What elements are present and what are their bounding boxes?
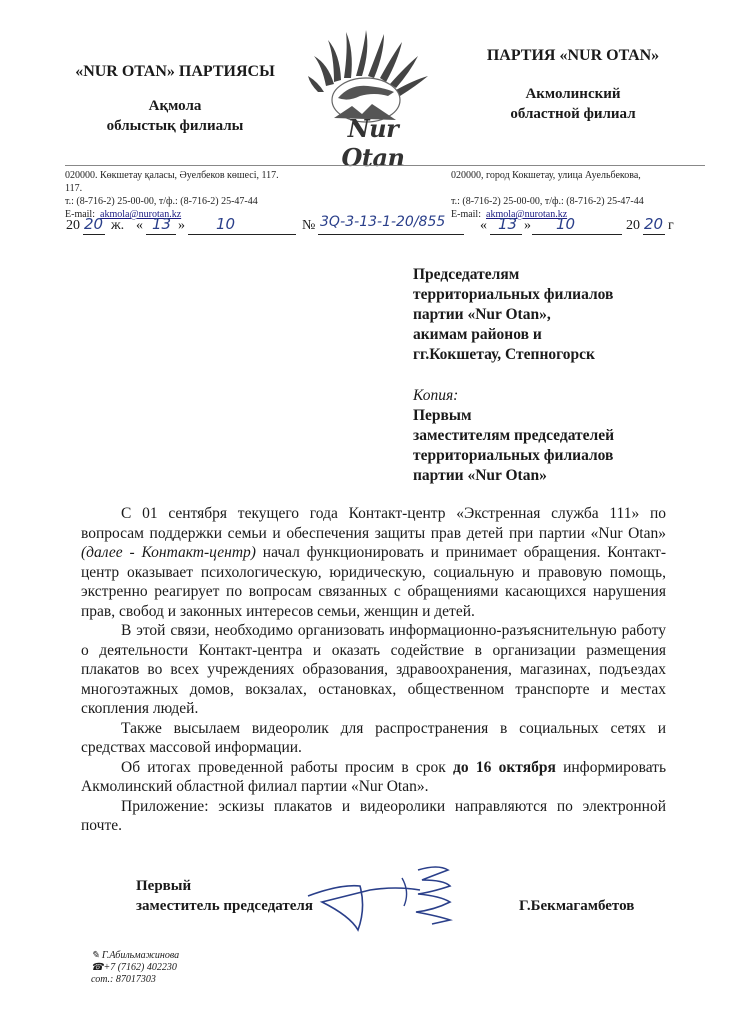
copy-line: Первым: [413, 407, 472, 424]
executor-mobile: сот.: 87017303: [91, 974, 156, 985]
reg-number-label: №: [302, 218, 316, 233]
reg-right-day: 13: [498, 215, 518, 233]
reg-right-year-prefix: 20: [626, 218, 640, 233]
contacts-right-address: 020000, город Кокшетау, улица Ауельбекова,: [451, 170, 641, 181]
executor-phone: +7 (7162) 402230: [103, 962, 177, 973]
header-right-title: ПАРТИЯ «NUR OTAN»: [486, 47, 660, 64]
executor-name: Г.Абильмажинова: [101, 950, 180, 961]
signer-name: Г.Бекмагамбетов: [519, 898, 635, 914]
handwritten-signature: [300, 856, 470, 936]
reg-right-year-suffix: г: [668, 218, 674, 233]
executor-block: [91, 950, 291, 986]
logo-text: Nur Otan: [341, 114, 405, 172]
reg-number: 3Q-3-13-1-20/855: [320, 214, 446, 230]
body-paragraph: Также высылаем видеоролик для распространения в социальных сетях и средствах массовой информации.: [81, 719, 666, 756]
body-paragraph: Приложение: эскизы плакатов и видеоролики направляются по электронной почте.: [81, 797, 666, 834]
body-paragraph: Об итогах проведенной работы просим в срок до 16 октября информировать Акмолинский областной филиал партии «Nur Otan».: [81, 758, 667, 795]
contacts-right-phones: т.: (8-716-2) 25-00-00, т/ф.: (8-716-2) 25-47-44: [451, 196, 644, 207]
reg-right-year: 20: [644, 215, 664, 233]
addressee-line: партии «Nur Otan»,: [413, 306, 551, 323]
reg-left-day: 13: [152, 215, 172, 233]
copy-block: [413, 406, 713, 486]
copy-label: Копия:: [413, 387, 459, 404]
header-left-sub1: Ақмола: [148, 98, 202, 114]
contacts-left-phones: т.: (8-716-2) 25-00-00, т/ф.: (8-716-2) 25-47-44: [65, 196, 258, 207]
header-left-sub2: облыстық филиалы: [106, 118, 244, 134]
contacts-right: [451, 169, 711, 221]
body-paragraph: С 01 сентября текущего года Контакт-центр «Экстренная служба 111» по вопросам поддержки семьи и обеспечения защиты прав детей при партии «Nur Otan» (далее - Контакт-центр) начал функционировать и принимает обращения. Контакт-центр оказывает психологическую, юридическую, социальную и правовую помощь, экстренно реагирует по вопросам связанных с обращениями касающихся нарушения прав, свобод и законных интересов семьи, женщин и детей.: [81, 505, 666, 620]
header-divider: [65, 165, 705, 166]
contacts-left-email-link[interactable]: akmola@nurotan.kz: [100, 209, 182, 220]
contacts-left-address: 020000. Көкшетау қаласы, Әуелбеков көшесі, 117.: [65, 170, 279, 181]
contacts-right-email-label: E-mail:: [451, 209, 481, 220]
registration-line: 20 20 ж. « 13 » 10 № 3Q-3-13-1-20/855 « 13 » 10 20 20 г: [66, 214, 674, 233]
addressee-line: гг.Кокшетау, Степногорск: [413, 346, 595, 363]
signer-position-line1: Первый: [136, 878, 192, 894]
header-left-title: «NUR OTAN» ПАРТИЯСЫ: [75, 63, 275, 80]
contacts-right-email-link[interactable]: akmola@nurotan.kz: [486, 209, 568, 220]
copy-line: партии «Nur Otan»: [413, 467, 547, 484]
reg-left-year: 20: [84, 215, 104, 233]
body-paragraph: В этой связи, необходимо организовать информационно-разъяснительную работу о деятельности Контакт-центра и оказать содействие в организации размещения плакатов во всех учреждениях образования, здравоохранения, магазинах, подъездах многоэтажных домов, вокзалах, остановках, общественном транспорте и местах скопления людей.: [81, 622, 666, 717]
reg-right-month: 10: [556, 215, 576, 233]
addressee-line: Председателям: [413, 266, 520, 283]
copy-line: территориальных филиалов: [413, 447, 614, 464]
phone-icon: ☎: [91, 962, 104, 973]
reg-left-year-prefix: 20: [66, 218, 80, 233]
contacts-left-email-label: E-mail:: [65, 209, 95, 220]
signer-position-line2: заместитель председателя: [136, 898, 313, 914]
addressee-block: [413, 265, 713, 365]
header-right-sub1: Акмолинский: [525, 86, 621, 102]
reg-left-year-suffix: ж.: [111, 218, 125, 233]
addressee-line: территориальных филиалов: [413, 286, 614, 303]
contacts-left-address2: 117.: [65, 183, 83, 194]
copy-line: заместителям председателей: [413, 427, 615, 444]
party-logo: [308, 26, 438, 172]
letter-body: [81, 504, 666, 836]
addressee-line: акимам районов и: [413, 326, 542, 343]
header-right-sub2: областной филиал: [510, 106, 636, 122]
pen-icon: ✎: [91, 950, 100, 961]
contacts-left: [65, 169, 325, 221]
reg-left-month: 10: [216, 215, 236, 233]
